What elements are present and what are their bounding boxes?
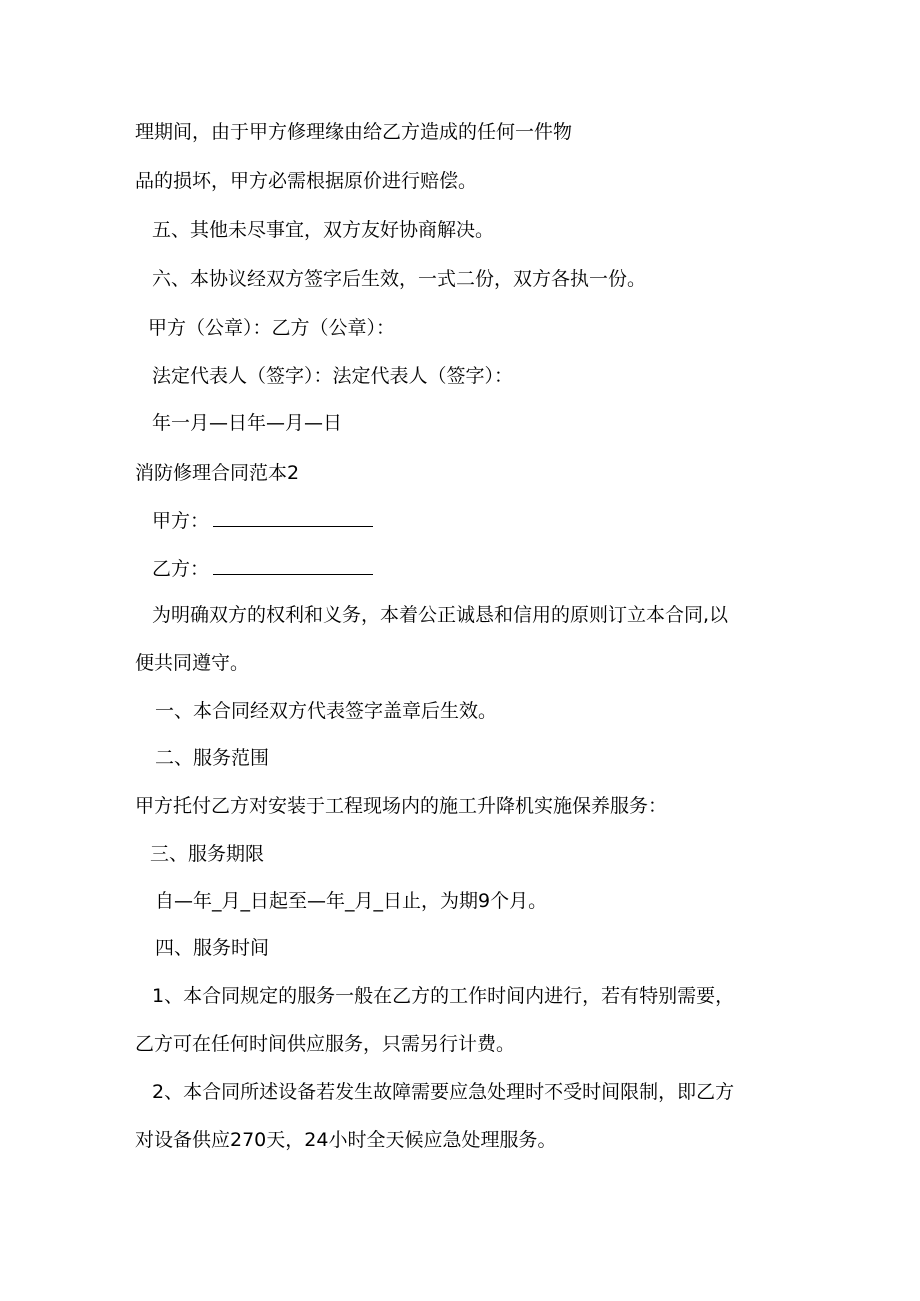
party-a-label: 甲方： — [152, 510, 210, 532]
party-b-blank — [213, 556, 373, 575]
text-line: 甲方托付乙方对安装于工程现场内的施工升降机实施保养服务： — [135, 795, 668, 817]
clause-heading: 二、服务范围 — [155, 747, 270, 769]
text-line: 为明确双方的权利和义务，本着公正诚恳和信用的原则订立本合同,以 — [152, 604, 729, 626]
clause-heading: 一、本合同经双方代表签字盖章后生效。 — [155, 700, 498, 722]
text-line: 对设备供应270天，24小时全天候应急处理服务。 — [135, 1129, 557, 1151]
text-line: 理期间，由于甲方修理缘由给乙方造成的任何一件物 — [135, 121, 573, 143]
text-line: 六、本协议经双方签字后生效，一式二份，双方各执一份。 — [152, 268, 647, 290]
signature-line-seal: 甲方（公章）：乙方（公章）： — [148, 317, 396, 339]
text-line: 五、其他未尽事宜，双方友好协商解决。 — [152, 219, 495, 241]
date-line: 年一月—日年—月—日 — [152, 412, 343, 434]
text-line: 2、本合同所述设备若发生故障需要应急处理时不受时间限制，即乙方 — [152, 1081, 735, 1103]
party-a-blank — [213, 508, 373, 527]
clause-heading: 三、服务期限 — [150, 843, 265, 865]
signature-line-representative: 法定代表人（签字）：法定代表人（签字）： — [152, 365, 514, 387]
text-line: 便共同遵守。 — [135, 652, 250, 674]
text-line: 品的损坏，甲方必需根据原价进行赔偿。 — [135, 170, 478, 192]
section-title: 消防修理合同范本2 — [135, 462, 300, 484]
text-line: 乙方可在任何时间供应服务，只需另行计费。 — [135, 1033, 516, 1055]
party-b-field — [152, 556, 373, 582]
text-line: 自—年_月_日起至—年_月_日止，为期9个月。 — [155, 890, 548, 912]
text-line: 1、本合同规定的服务一般在乙方的工作时间内进行，若有特别需要， — [152, 985, 735, 1007]
clause-heading: 四、服务时间 — [155, 937, 270, 959]
party-a-field — [152, 508, 373, 534]
party-b-label: 乙方： — [152, 558, 210, 580]
